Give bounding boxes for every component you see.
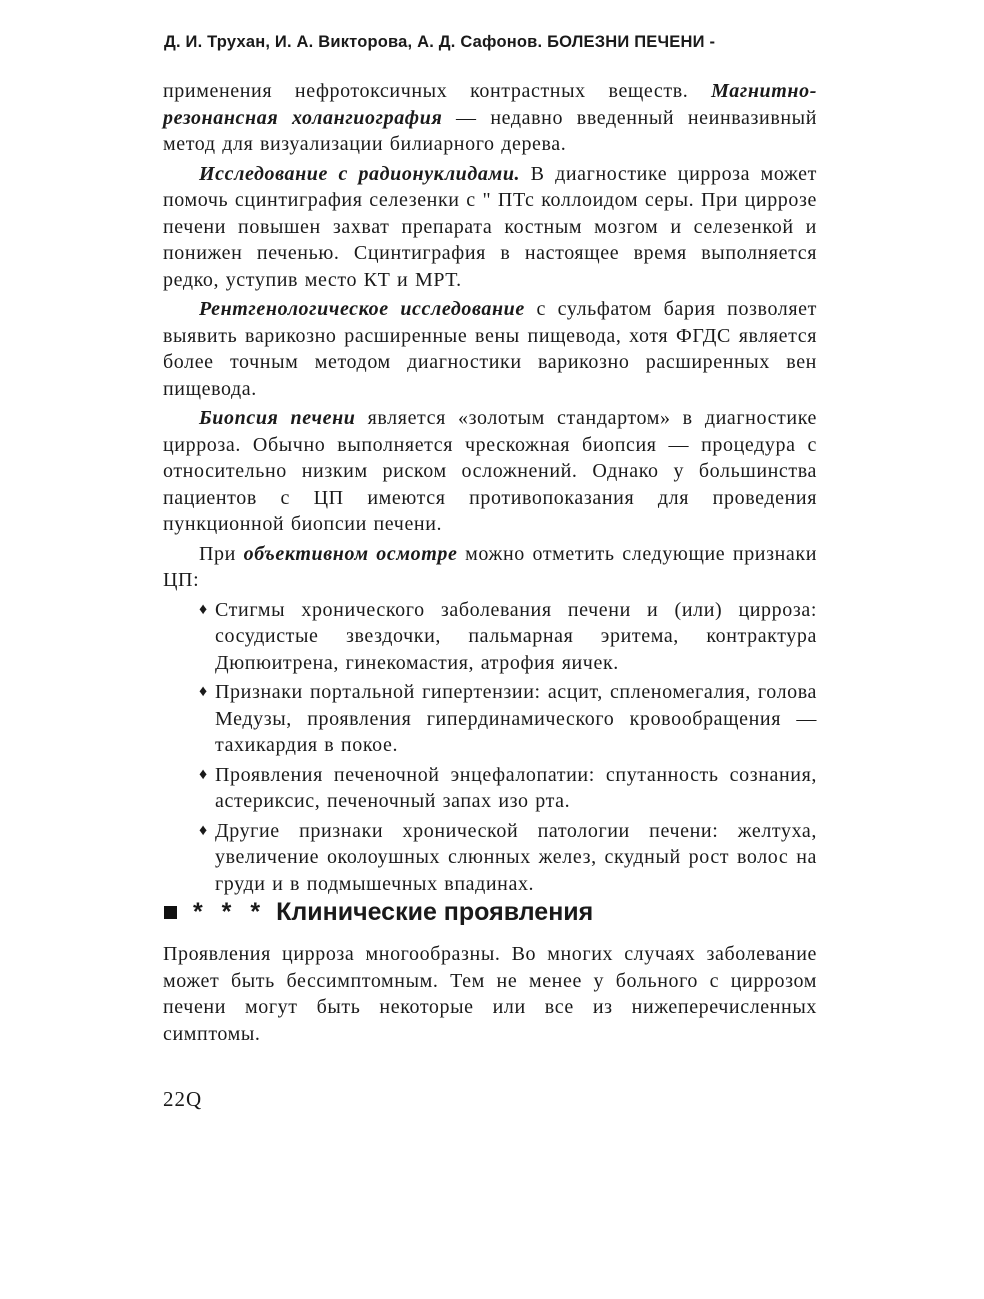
paragraph-radionuclide: [163, 161, 817, 294]
paragraph-text: можно отметить следующие признаки ЦП:: [163, 542, 818, 591]
paragraph-text: является «золотым стандартом» в диагностике цирроза. Обычно выполняется чрескожная биопсия — процедура с относительно низким риском осложнений. Однако у большинства пациентов с ЦП имеются противопоказания для проведения пункционной биопсии печени.: [163, 407, 817, 535]
paragraph-text: В диагностике цирроза может помочь сцинтиграфия селезенки с " ПТс коллоидом серы. При циррозе печени повышен захват препарата костным мозгом и селезенкой и понижен печенью. Сцинтиграфия в настоящее время выполняется редко, уступив место КТ и МРТ.: [163, 162, 817, 291]
paragraph-contrast: [163, 78, 817, 158]
diamond-bullet-icon: ♦: [199, 821, 208, 839]
list-item-text: Стигмы хронического заболевания печени и (или) цирроза: сосудистые звездочки, пальмарная эритема, контрактура Дюпюитрена, гинекомастия, атрофия яичек.: [215, 598, 817, 674]
paragraph-xray: [163, 296, 817, 402]
page-number: 22Q: [163, 1087, 203, 1111]
main-text: [163, 78, 817, 897]
section-title: Клинические проявления: [276, 898, 594, 926]
running-head: Д. И. Трухан, И. А. Викторова, А. Д. Сафонов. БОЛЕЗНИ ПЕЧЕНИ -: [164, 33, 716, 51]
term-xray: Рентгенологическое исследование: [199, 298, 525, 320]
diamond-bullet-icon: ♦: [199, 600, 208, 618]
list-item-text: Другие признаки хронической патологии печени: желтуха, увеличение околоушных слюнных желез, скудный рост волос на груди и в подмышечных впадинах.: [215, 819, 817, 895]
list-item: [163, 597, 817, 677]
paragraph-text: применения нефротоксичных контрастных веществ.: [163, 80, 712, 102]
list-item: [163, 679, 817, 759]
term-biopsy: Биопсия печени: [199, 407, 356, 429]
paragraph-text: с сульфатом бария позволяет выявить варикозно расширенные вены пищевода, хотя ФГДС является более точным методом диагностики варикозно расширенных вен пищевода.: [163, 298, 817, 400]
list-item-text: Признаки портальной гипертензии: асцит, спленомегалия, голова Медузы, проявления гипердинамического кровообращения — тахикардия в покое.: [215, 681, 817, 756]
diamond-bullet-icon: ♦: [199, 765, 208, 783]
term-radionuclide: Исследование с радионуклидами.: [199, 162, 521, 185]
paragraph-text: При: [199, 542, 244, 565]
section-heading: [164, 898, 818, 927]
list-item-text: Проявления печеночной энцефалопатии: спутанность сознания, астериксис, печеночный запах изо рта.: [215, 763, 817, 812]
term-mr-cholangiography: Магнитно-резонансная холангиография: [163, 80, 817, 129]
term-physical-exam: объективном осмотре: [243, 542, 458, 565]
section-stars: * * *: [193, 898, 267, 926]
diamond-bullet-icon: ♦: [199, 683, 208, 700]
paragraph-exam: [163, 541, 817, 594]
list-item: [163, 818, 817, 898]
paragraph-text: — недавно введенный неинвазивный метод для визуализации билиарного дерева.: [163, 106, 818, 155]
square-bullet-icon: [164, 906, 177, 919]
list-item: [163, 762, 817, 815]
signs-list: [163, 597, 817, 898]
paragraph-biopsy: [163, 405, 817, 538]
section-paragraph: Проявления цирроза многообразны. Во многих случаях заболевание может быть бессимптомным. Тем не менее у больного с циррозом печени могут быть некоторые или все из нижеперечисленных симптомы.: [163, 943, 817, 1045]
